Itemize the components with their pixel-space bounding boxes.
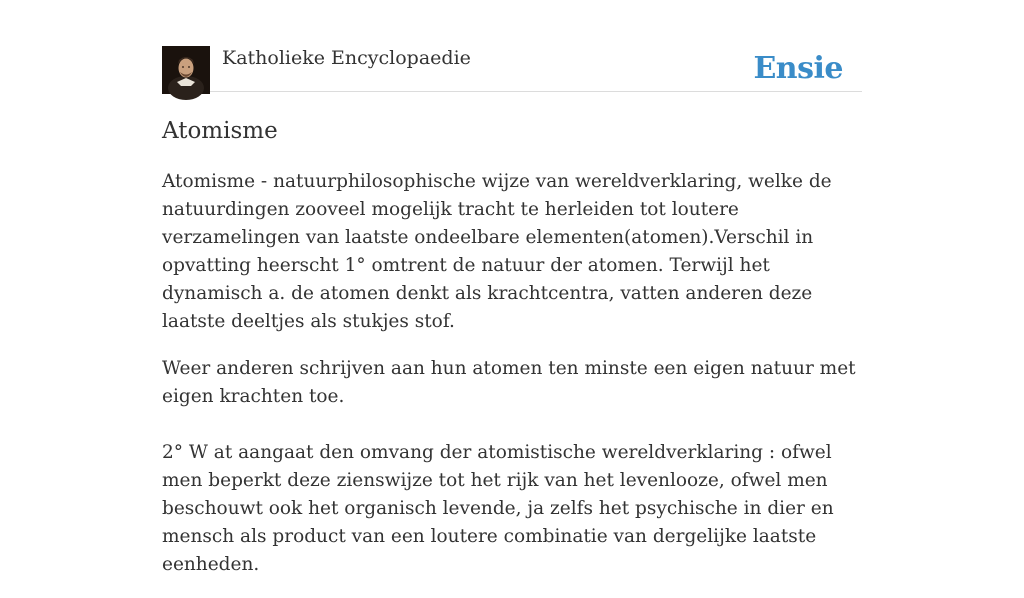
- source-avatar[interactable]: [162, 46, 210, 94]
- paragraph: 2° W at aangaat den omvang der atomistische wereldverklaring : ofwel men beperkt deze zienswijze tot het rijk van het levenlooze, ofwel men beschouwt ook het organisch levende, ja zelfs het psychische in dier en mensch als product van een loutere combinatie van dergelijke laatste eenheden.: [162, 442, 834, 575]
- portrait-icon: [162, 46, 210, 94]
- article-title: Atomisme: [162, 118, 278, 144]
- brand-logo[interactable]: Ensie: [753, 51, 843, 86]
- paragraph: Weer anderen schrijven aan hun atomen ten minste een eigen natuur met eigen krachten toe.: [162, 358, 856, 407]
- article-body: [162, 168, 862, 598]
- header: [162, 0, 862, 92]
- page: [162, 0, 862, 575]
- source-name[interactable]: Katholieke Encyclopaedie: [222, 47, 471, 69]
- paragraph: Atomisme - natuurphilosophische wijze van wereldverklaring, welke de natuurdingen zooveel mogelijk tracht te herleiden tot loutere verzamelingen van laatste ondeelbare elementen(atomen).Verschil in opvatting heerscht 1° omtrent de natuur der atomen. Terwijl het dynamisch a. de atomen denkt als krachtcentra, vatten anderen deze laatste deeltjes als stukjes stof.: [162, 171, 832, 332]
